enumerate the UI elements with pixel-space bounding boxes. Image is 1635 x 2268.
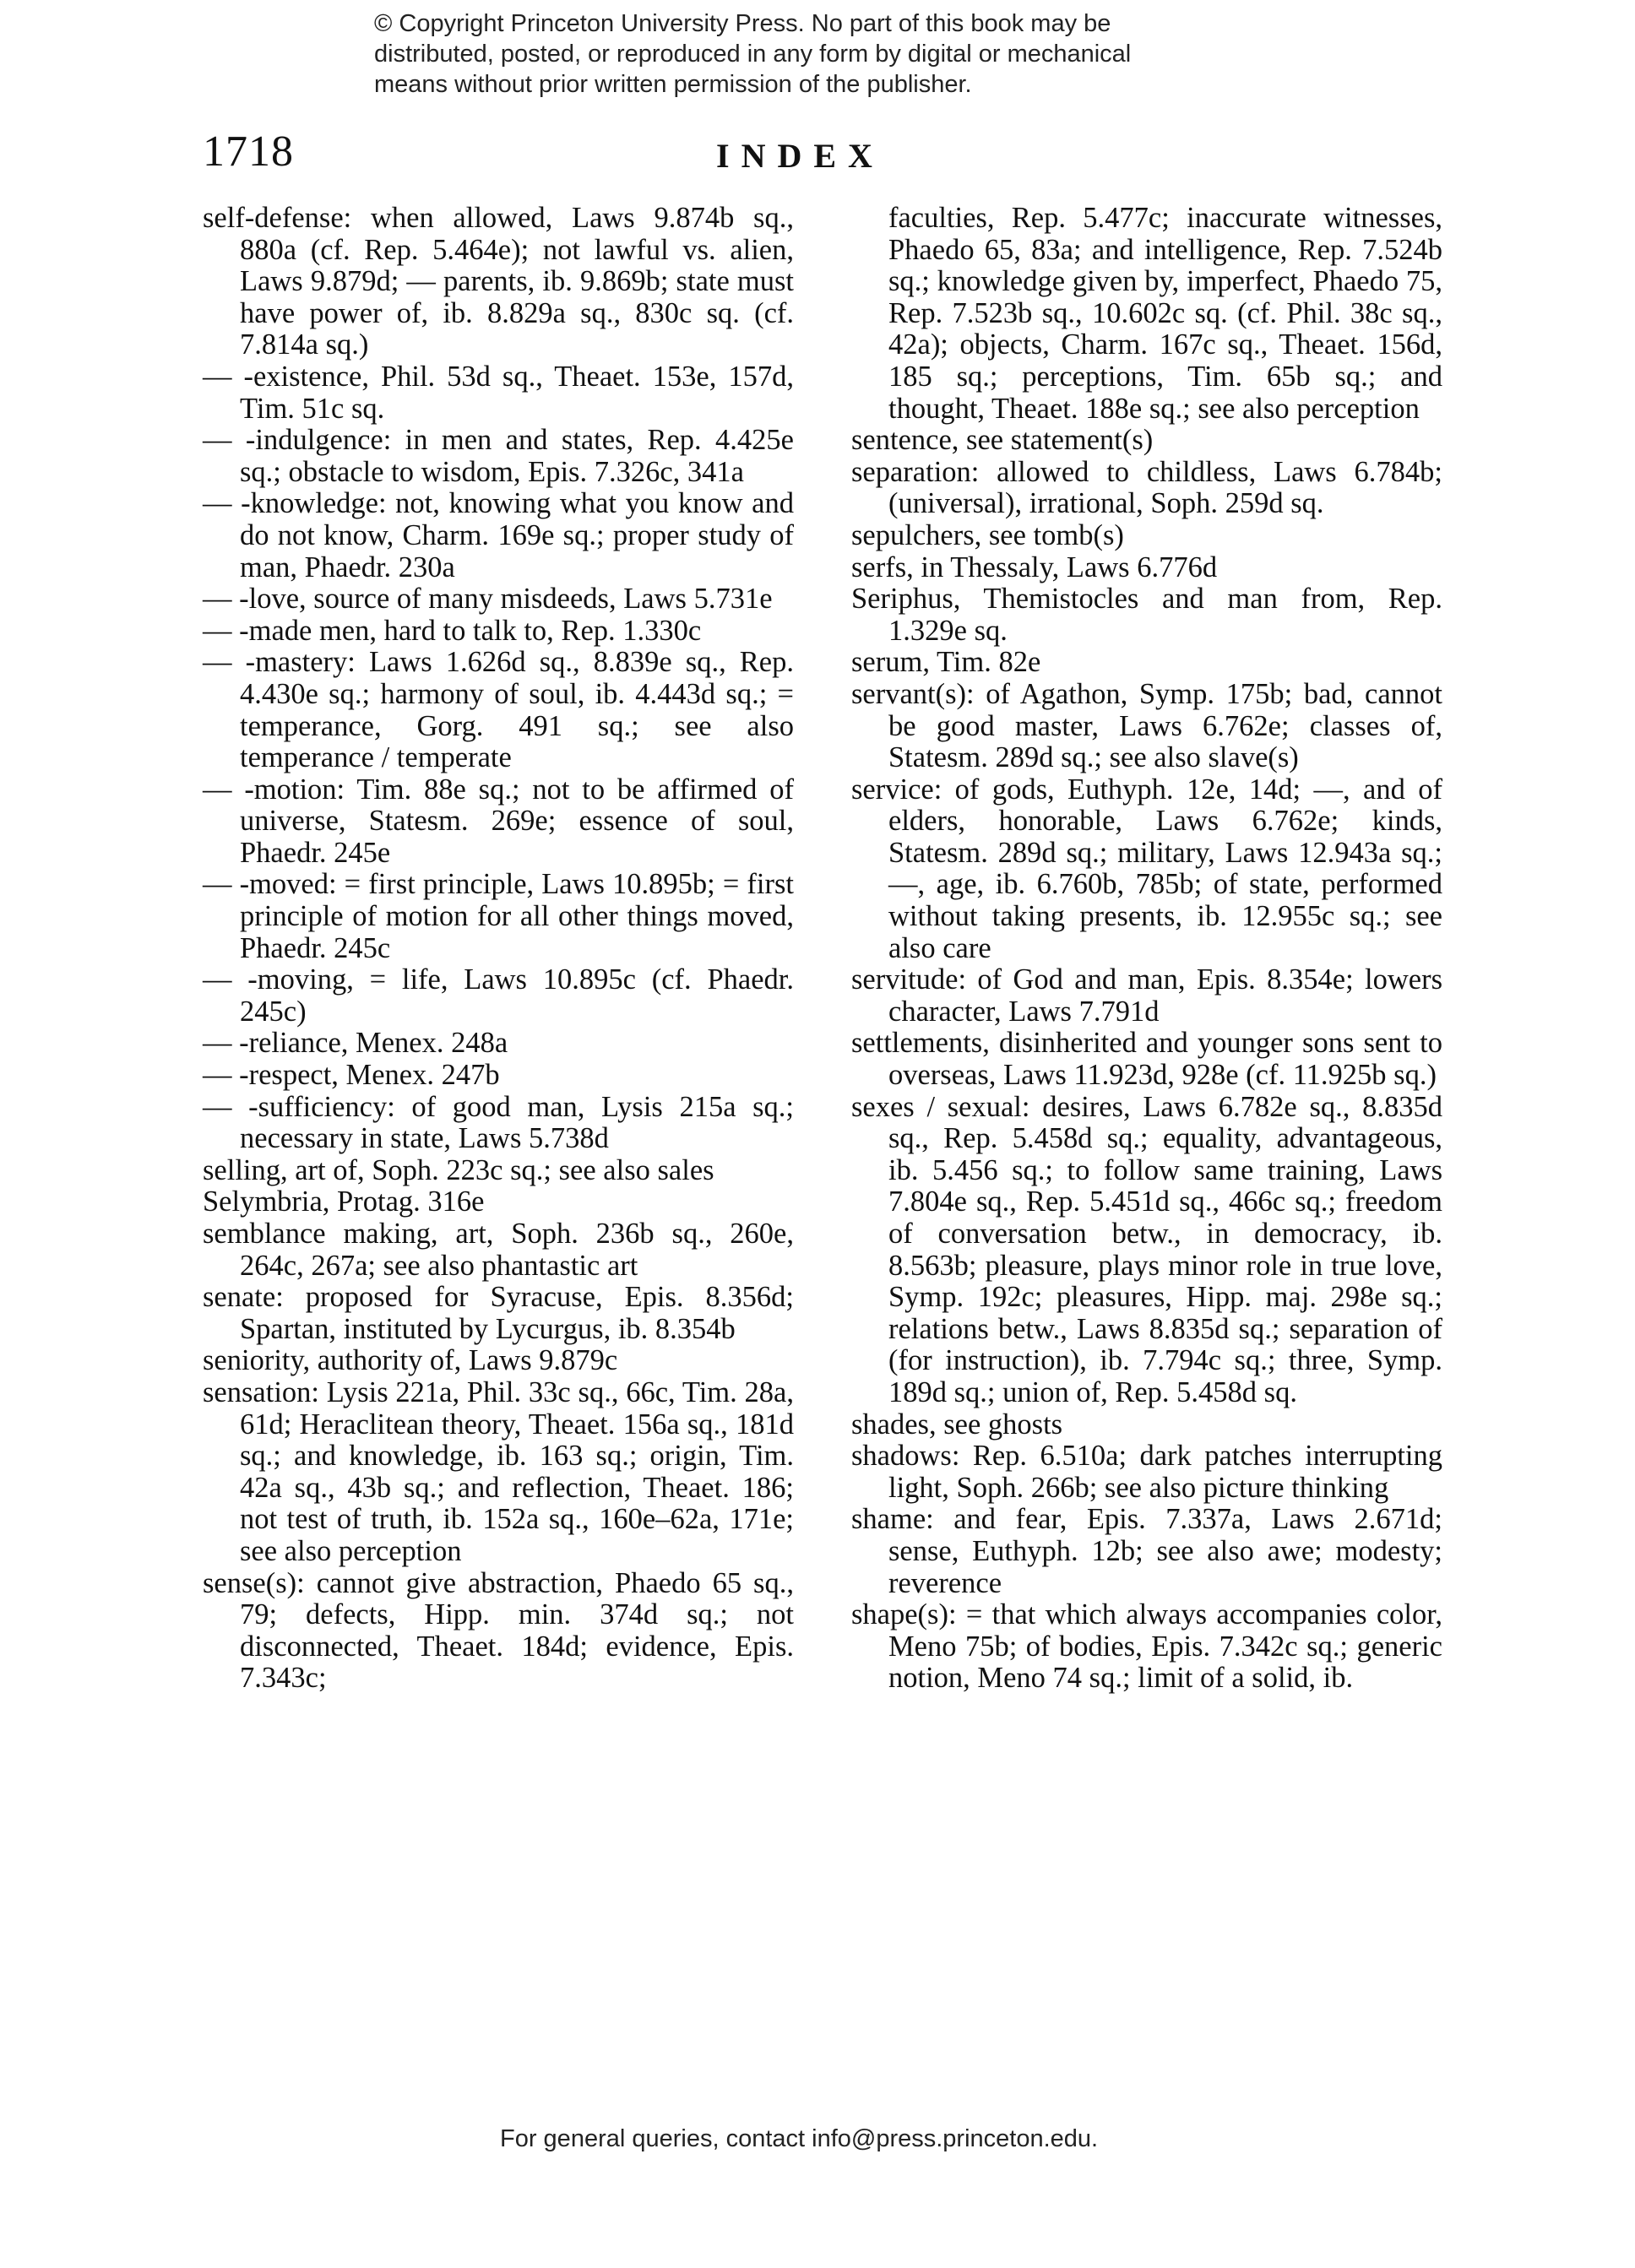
- index-entry: sentence, see statement(s): [851, 424, 1154, 457]
- index-entry: — -sufficiency: of good man, Lysis 215a sq.; necessary in state, Laws 5.738d: [203, 1090, 794, 1155]
- index-entry: semblance making, art, Soph. 236b sq., 260e, 264c, 267a; see also phantastic art: [203, 1218, 794, 1282]
- copyright-line: means without prior written permission of the publisher.: [374, 71, 972, 98]
- index-entry: — -motion: Tim. 88e sq.; not to be affirmed of universe, Statesm. 269e; essence of soul, Phaedr. 245e: [203, 773, 794, 869]
- index-entry: — -mastery: Laws 1.626d sq., 8.839e sq., Rep. 4.430e sq.; harmony of soul, ib. 4.443d sq.; = temperance, Gorg. 491 sq.; see also temperance / temperate: [203, 646, 794, 774]
- index-entry: shape(s): = that which always accompanies color, Meno 75b; of bodies, Epis. 7.342c sq.; generic notion, Meno 74 sq.; limit of a solid, ib.: [851, 1598, 1442, 1695]
- index-entry: service: of gods, Euthyph. 12e, 14d; —, and of elders, honorable, Laws 6.762e; kinds, Statesm. 289d sq.; military, Laws 12.943a sq.; —, age, ib. 6.760b, 785b; of state, performed without taking presents, ib. 12.955c sq.; see also care: [851, 773, 1442, 964]
- page-title: INDEX: [716, 137, 884, 175]
- index-entry: senate: proposed for Syracuse, Epis. 8.356d; Spartan, instituted by Lycurgus, ib. 8.354b: [203, 1281, 794, 1345]
- copyright-line: distributed, posted, or reproduced in any form by digital or mechanical: [374, 41, 1132, 68]
- index-entry: Seriphus, Themistocles and man from, Rep. 1.329e sq.: [851, 583, 1442, 647]
- index-column-left: [203, 203, 794, 1695]
- index-entry: — -reliance, Menex. 248a: [203, 1027, 508, 1060]
- index-entry: — -indulgence: in men and states, Rep. 4.425e sq.; obstacle to wisdom, Epis. 7.326c, 341a: [203, 424, 794, 488]
- index-column-right: [851, 203, 1442, 1695]
- index-entry: shame: and fear, Epis. 7.337a, Laws 2.671d; sense, Euthyph. 12b; see also awe; modesty; reverence: [851, 1503, 1442, 1599]
- index-entry: separation: allowed to childless, Laws 6.784b; (universal), irrational, Soph. 259d sq.: [851, 455, 1442, 520]
- index-entry: selling, art of, Soph. 223c sq.; see also sales: [203, 1153, 714, 1186]
- index-entry: self-defense: when allowed, Laws 9.874b sq., 880a (cf. Rep. 5.464e); not lawful vs. alien, Laws 9.879d; — parents, ib. 9.869b; state must have power of, ib. 8.829a sq., 830c sq. (cf. 7.814a sq.): [203, 202, 794, 361]
- index-entry: — -love, source of many misdeeds, Laws 5.731e: [203, 583, 773, 616]
- index-entry: — -respect, Menex. 247b: [203, 1059, 500, 1092]
- index-entry: serfs, in Thessaly, Laws 6.776d: [851, 551, 1218, 583]
- index-entry: sensation: Lysis 221a, Phil. 33c sq., 66c, Tim. 28a, 61d; Heraclitean theory, Theaet. 156a sq., 181d sq.; and knowledge, ib. 163 sq.; origin, Tim. 42a sq., 43b sq.; and reflection, Theaet. 186; not test of truth, ib. 152a sq., 160e–62a, 171e; see also perception: [203, 1375, 794, 1567]
- index-entry: servant(s): of Agathon, Symp. 175b; bad, cannot be good master, Laws 6.762e; classes of, Statesm. 289d sq.; see also slave(s): [851, 677, 1442, 774]
- index-entry: — -existence, Phil. 53d sq., Theaet. 153e, 157d, Tim. 51c sq.: [203, 360, 794, 425]
- index-entry: serum, Tim. 82e: [851, 646, 1041, 679]
- index-entry: — -knowledge: not, knowing what you know and do not know, Charm. 169e sq.; proper study of man, Phaedr. 230a: [203, 487, 794, 583]
- index-entry-continuation: faculties, Rep. 5.477c; inaccurate witnesses, Phaedo 65, 83a; and intelligence, Rep. 7.524b sq.; knowledge given by, imperfect, Phaedo 75, Rep. 7.523b sq., 10.602c sq. (cf. Phil. 38c sq., 42a); objects, Charm. 167c sq., Theaet. 156d, 185 sq.; perceptions, Tim. 65b sq.; and thought, Theaet. 188e sq.; see also perception: [888, 202, 1442, 425]
- index-entry: — -moved: = first principle, Laws 10.895b; = first principle of motion for all other things moved, Phaedr. 245c: [203, 868, 794, 964]
- index-entry: — -moving, = life, Laws 10.895c (cf. Phaedr. 245c): [203, 963, 794, 1028]
- index-entry: seniority, authority of, Laws 9.879c: [203, 1344, 618, 1377]
- index-entry: shadows: Rep. 6.510a; dark patches interrupting light, Soph. 266b; see also picture thinking: [851, 1440, 1442, 1504]
- page-number: 1718: [203, 128, 294, 176]
- copyright-notice: [374, 8, 1219, 100]
- index-entry: servitude: of God and man, Epis. 8.354e; lowers character, Laws 7.791d: [851, 963, 1442, 1028]
- footer-contact: For general queries, contact info@press.princeton.edu.: [500, 2125, 1099, 2152]
- index-entry: shades, see ghosts: [851, 1408, 1063, 1441]
- index-entry: sense(s): cannot give abstraction, Phaedo 65 sq., 79; defects, Hipp. min. 374d sq.; not disconnected, Theaet. 184d; evidence, Epis. 7.343c;: [203, 1566, 794, 1695]
- copyright-line: © Copyright Princeton University Press. No part of this book may be: [374, 10, 1111, 37]
- index-entry: sepulchers, see tomb(s): [851, 518, 1124, 551]
- index-entry: Selymbria, Protag. 316e: [203, 1186, 485, 1218]
- index-entry: settlements, disinherited and younger sons sent to overseas, Laws 11.923d, 928e (cf. 11.925b sq.): [851, 1027, 1442, 1092]
- index-entry: — -made men, hard to talk to, Rep. 1.330c: [203, 614, 702, 647]
- index-entry: sexes / sexual: desires, Laws 6.782e sq., 8.835d sq., Rep. 5.458d sq.; equality, advantageous, ib. 5.456 sq.; to follow same training, Laws 7.804e sq., Rep. 5.451d sq., 466c sq.; freedom of conversation betw., in democracy, ib. 8.563b; pleasure, plays minor role in true love, Symp. 192c; pleasures, Hipp. maj. 298e sq.; relations betw., Laws 8.835d sq.; separation of (for instruction), ib. 7.794c sq.; three, Symp. 189d sq.; union of, Rep. 5.458d sq.: [851, 1090, 1442, 1408]
